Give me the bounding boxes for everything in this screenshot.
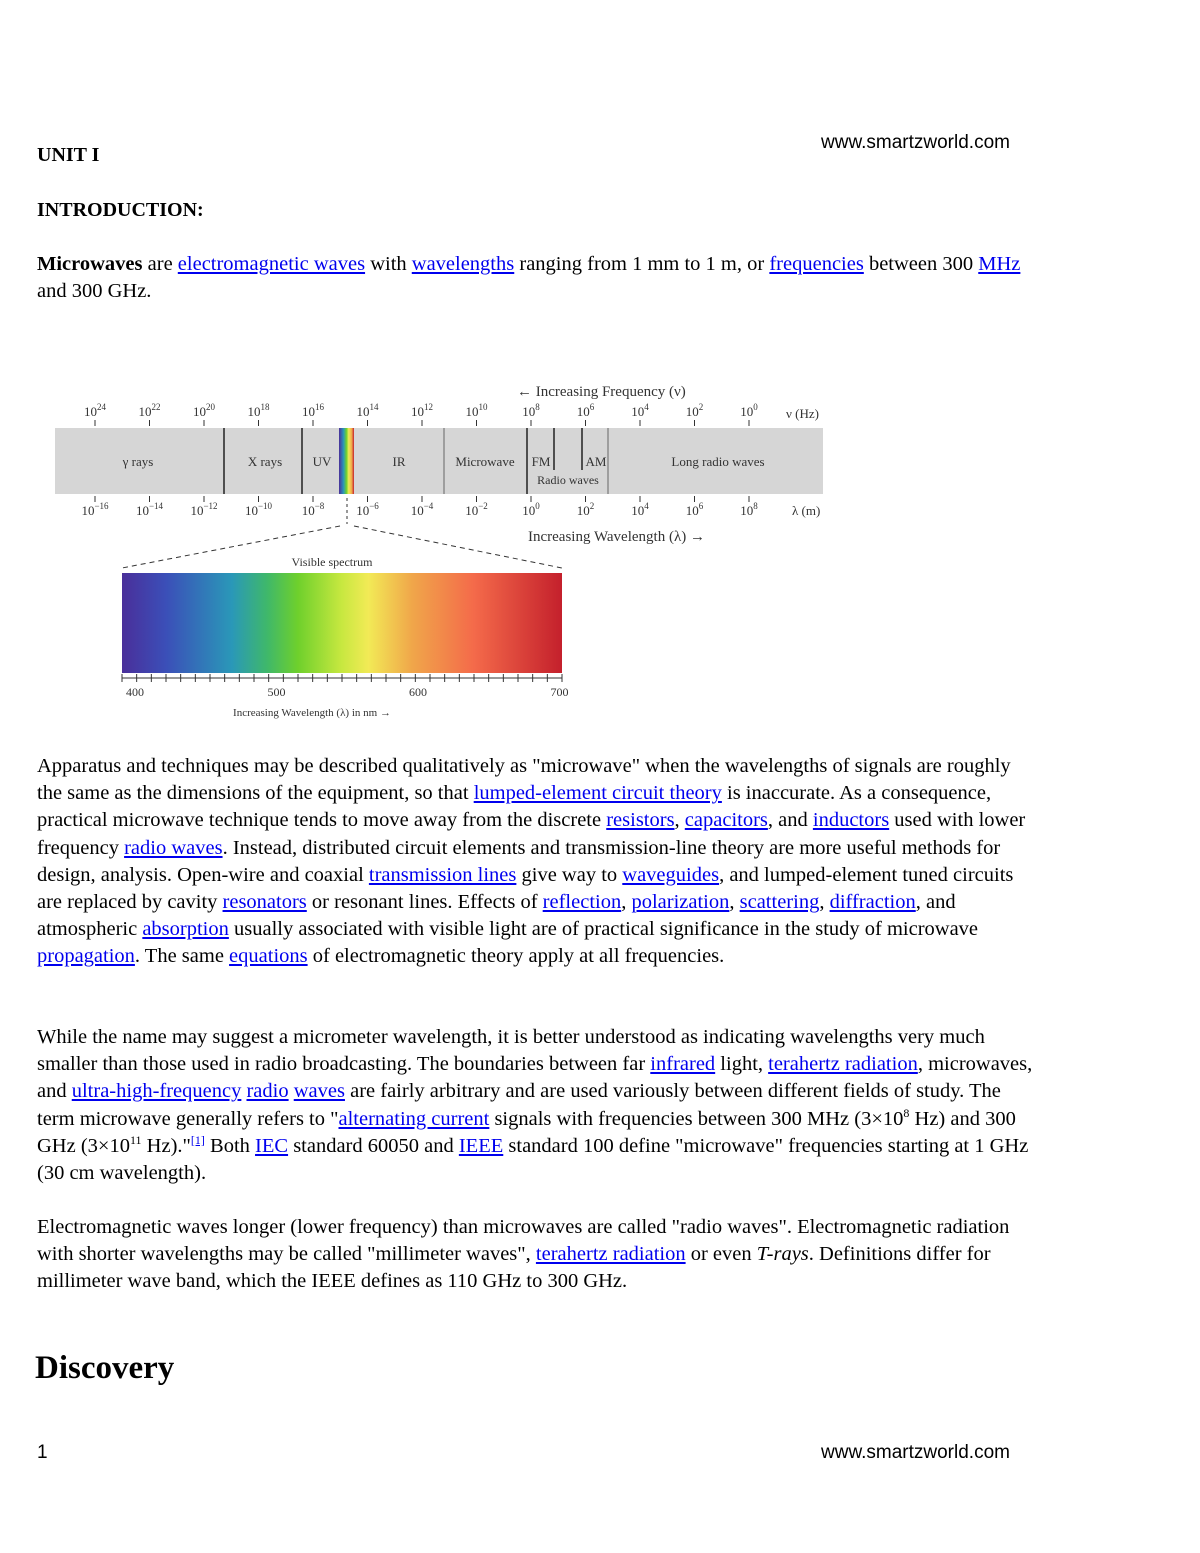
- link-frequencies[interactable]: frequencies: [769, 253, 864, 275]
- text: Hz) and 300 GHz (3×10: [37, 1107, 1016, 1157]
- text: signals with frequencies between 300 MHz (3×10: [489, 1107, 904, 1130]
- freq-tick-label: $10^{20}$: [193, 402, 215, 419]
- frequency-ticks: [84, 402, 758, 426]
- text: used with lower frequency: [37, 809, 1026, 859]
- link-reference-1[interactable]: [1]: [190, 1132, 205, 1147]
- band-microwave: Microwave: [455, 454, 515, 469]
- link-waveguides[interactable]: waveguides: [622, 863, 720, 886]
- freq-tick-label: $10^4$: [631, 402, 649, 419]
- text: ,: [674, 809, 685, 832]
- freq-tick-label: $10^2$: [685, 402, 704, 419]
- freq-tick-label: $10^{18}$: [247, 402, 270, 419]
- text: Hz).": [141, 1134, 191, 1157]
- link-lumped-element[interactable]: lumped-element circuit theory: [473, 782, 722, 805]
- wave-tick-label: $10^2$: [576, 501, 595, 518]
- wave-tick-label: $10^{-4}$: [410, 501, 434, 518]
- band-am: AM: [585, 454, 607, 469]
- header-url: www.smartzworld.com: [821, 132, 1010, 153]
- link-equations[interactable]: equations: [229, 945, 308, 968]
- wave-tick-label: $10^{-6}$: [356, 501, 379, 518]
- superscript: 8: [903, 1105, 910, 1120]
- link-reflection[interactable]: reflection: [542, 891, 622, 914]
- text: While the name may suggest a micrometer wavelength, it is better understood as indicating wavelengths very much smaller than those used in radio broadcasting. The boundaries between far: [37, 1026, 985, 1076]
- band-ir: IR: [392, 454, 406, 469]
- freq-tick-label: $10^{10}$: [465, 402, 488, 419]
- visible-axis: [122, 674, 569, 699]
- text: are: [142, 253, 178, 275]
- freq-tick-label: $10^{16}$: [302, 402, 324, 419]
- link-infrared[interactable]: infrared: [650, 1053, 716, 1076]
- wave-tick-label: $10^4$: [631, 501, 649, 518]
- text: is inaccurate. As a consequence, practical microwave technique tends to move away from the discrete: [37, 782, 992, 832]
- freq-tick-label: $10^{12}$: [411, 402, 433, 419]
- link-inductors[interactable]: inductors: [812, 809, 890, 832]
- wave-tick-label: $10^{-10}$: [244, 501, 273, 518]
- link-capacitors[interactable]: capacitors: [684, 809, 768, 832]
- term-microwaves: Microwaves: [37, 253, 143, 275]
- text: Electromagnetic waves longer (lower frequency) than microwaves are called "radio waves". Electromagnetic radiation with shorter wavelengths may be called "millimeter waves",: [37, 1216, 1010, 1266]
- link-iec[interactable]: IEC: [255, 1134, 289, 1157]
- link-radio-waves[interactable]: radio waves: [124, 836, 223, 859]
- em-spectrum-figure: [50, 378, 840, 723]
- freq-unit-label: ν (Hz): [786, 406, 819, 421]
- text: or even: [685, 1243, 757, 1266]
- text: give way to: [516, 863, 623, 886]
- visible-tick-label: 400: [126, 685, 144, 699]
- text: between 300: [863, 253, 979, 275]
- text: light,: [715, 1053, 769, 1076]
- freq-axis-title: ← Increasing Frequency (ν): [517, 384, 686, 400]
- wave-axis-title: Increasing Wavelength (λ) →: [528, 529, 705, 545]
- freq-tick-label: $10^{24}$: [84, 402, 106, 419]
- text: ranging from 1 mm to 1 m, or: [514, 253, 770, 275]
- visible-tick-label: 700: [550, 685, 569, 699]
- link-scattering[interactable]: scattering: [739, 891, 820, 914]
- wave-tick-label: $10^8$: [740, 501, 758, 518]
- wave-tick-label: $10^{-2}$: [465, 501, 488, 518]
- text: Both: [204, 1134, 256, 1157]
- text: standard 100 define "microwave" frequencies starting at 1 GHz (30 cm wavelength).: [37, 1134, 1029, 1185]
- freq-tick-label: $10^0$: [740, 402, 758, 419]
- freq-tick-label: $10^8$: [522, 402, 540, 419]
- link-propagation[interactable]: propagation: [37, 945, 135, 968]
- visible-title: Visible spectrum: [291, 555, 373, 569]
- link-uhf[interactable]: ultra-high-frequency: [71, 1080, 242, 1103]
- text: are fairly arbitrary and are used variously between different fields of study. The term microwave generally refers to ": [37, 1080, 1001, 1130]
- link-alternating-current[interactable]: alternating current: [338, 1107, 490, 1130]
- link-terahertz-radiation-2[interactable]: terahertz radiation: [535, 1243, 686, 1266]
- link-radio[interactable]: radio: [246, 1080, 289, 1103]
- link-wavelengths[interactable]: wavelengths: [411, 253, 515, 275]
- text: , and atmospheric: [37, 891, 956, 941]
- text: ,: [819, 891, 830, 914]
- unit-title: UNIT I: [37, 144, 100, 166]
- wave-tick-label: $10^{-16}$: [81, 501, 109, 518]
- band-radio: Radio waves: [537, 473, 599, 487]
- text: ,: [621, 891, 632, 914]
- footer-url: www.smartzworld.com: [821, 1442, 1010, 1463]
- text: usually associated with visible light are of practical significance in the study of microwave: [228, 918, 979, 941]
- wave-tick-label: $10^0$: [522, 501, 540, 518]
- wavelength-ticks: [81, 496, 758, 518]
- link-resistors[interactable]: resistors: [606, 809, 675, 832]
- band-xray: X rays: [247, 454, 283, 469]
- band-fm: FM: [531, 454, 551, 469]
- band-uv: UV: [312, 454, 332, 469]
- text: , and lumped-element tuned circuits are replaced by cavity: [37, 863, 1014, 914]
- text: . The same: [134, 945, 230, 968]
- link-absorption[interactable]: absorption: [142, 918, 229, 941]
- italic-term: T-rays: [756, 1243, 809, 1266]
- wave-tick-label: $10^{-14}$: [135, 501, 164, 518]
- link-electromagnetic-waves[interactable]: electromagnetic waves: [177, 253, 366, 275]
- link-terahertz-radiation[interactable]: terahertz radiation: [768, 1053, 918, 1076]
- link-diffraction[interactable]: diffraction: [829, 891, 916, 914]
- page-number: 1: [37, 1442, 48, 1463]
- freq-tick-label: $10^{22}$: [138, 402, 161, 419]
- wave-tick-label: $10^6$: [685, 501, 704, 518]
- link-transmission-lines[interactable]: transmission lines: [368, 863, 517, 886]
- visible-gradient: [122, 573, 562, 673]
- text: or resonant lines. Effects of: [306, 891, 543, 914]
- wave-tick-label: $10^{-12}$: [190, 501, 218, 518]
- text: , microwaves, and: [37, 1053, 1033, 1103]
- text: Apparatus and techniques may be described qualitatively as "microwave" when the wavelengths of signals are roughly the same as the dimensions of the equipment, so that: [37, 755, 1011, 805]
- link-ieee[interactable]: IEEE: [458, 1134, 504, 1157]
- link-polarization[interactable]: polarization: [631, 891, 730, 914]
- intro-heading: INTRODUCTION:: [37, 199, 204, 221]
- text: ,: [729, 891, 740, 914]
- text: and 300 GHz.: [37, 280, 152, 303]
- freq-tick-label: $10^6$: [576, 402, 595, 419]
- visible-axis-label: Increasing Wavelength (λ) in nm →: [233, 707, 391, 719]
- visible-tick-label: 500: [267, 685, 286, 699]
- link-waves[interactable]: waves: [293, 1080, 345, 1103]
- visible-slice: [339, 428, 354, 494]
- text: standard 60050 and: [288, 1134, 459, 1157]
- paragraph-longer-waves: [37, 1214, 1037, 1296]
- band-gamma: γ rays: [122, 454, 154, 469]
- visible-tick-label: 600: [409, 685, 427, 699]
- text: . Instead, distributed circuit elements and transmission-line theory are more useful methods for design, analysis. Open-wire and coaxial: [37, 836, 1001, 886]
- band-long-radio: Long radio waves: [671, 454, 765, 469]
- link-mhz[interactable]: MHz: [978, 253, 1021, 275]
- paragraph-apparatus: [37, 753, 1037, 971]
- text: of electromagnetic theory apply at all frequencies.: [307, 945, 725, 968]
- text: with: [365, 253, 412, 275]
- discovery-heading: Discovery: [35, 1350, 175, 1386]
- wave-tick-label: $10^{-8}$: [301, 501, 325, 518]
- paragraph-name: [37, 1024, 1037, 1187]
- text: , and: [767, 809, 813, 832]
- paragraph-intro: [37, 251, 1037, 305]
- wave-unit-label: λ (m): [792, 503, 821, 518]
- freq-tick-label: $10^{14}$: [356, 402, 379, 419]
- link-resonators[interactable]: resonators: [222, 891, 307, 914]
- superscript: 11: [129, 1132, 142, 1147]
- text: . Definitions differ for millimeter wave band, which the IEEE defines as 110 GHz to 300 GHz.: [37, 1243, 991, 1293]
